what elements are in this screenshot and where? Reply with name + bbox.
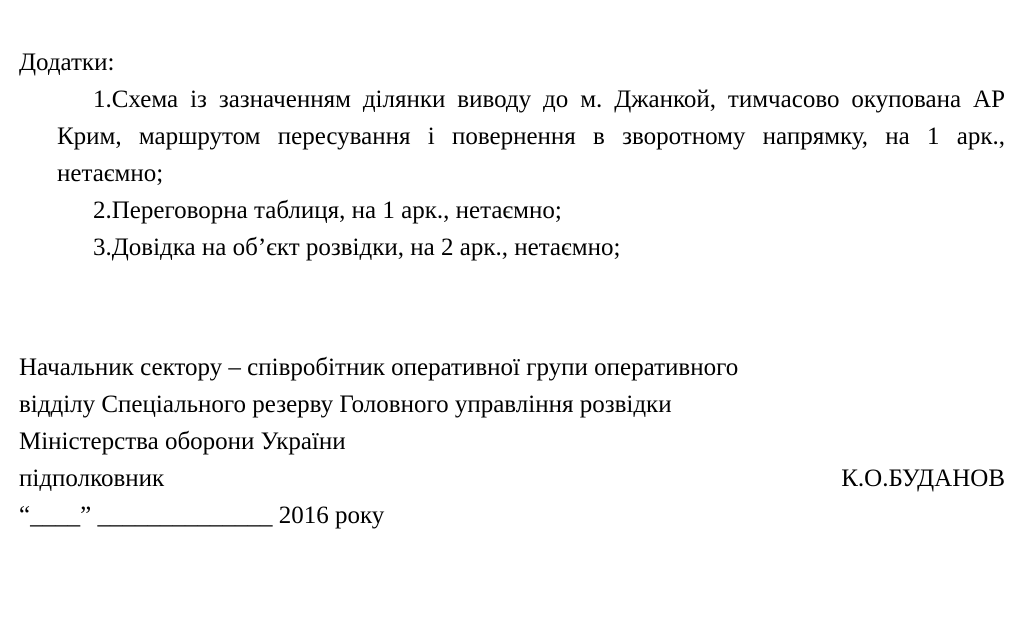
signatory-position-line: Начальник сектору – співробітник оперативної групи оперативного <box>19 354 739 381</box>
signatory-rank-name-row <box>19 460 1005 497</box>
attachment-item: 1.Схема із зазначенням ділянки виводу до м. Джанкой, тимчасово окупована АР Крим, маршрутом пересування і повернення в зворотному напрямку, на 1 арк., нетаємно; <box>57 86 1005 187</box>
signature-date-line: “____” ______________ 2016 року <box>19 502 385 529</box>
signatory-rank: підполковник <box>19 465 165 492</box>
signatory-position-line: Міністерства оборони України <box>19 428 346 455</box>
attachment-item: 3.Довідка на об’єкт розвідки, на 2 арк., нетаємно; <box>93 234 621 261</box>
attachments-heading: Додатки: <box>19 49 115 76</box>
signatory-name: К.О.БУДАНОВ <box>841 465 1005 492</box>
signature-block <box>19 349 1005 534</box>
attachments-list <box>57 81 1005 266</box>
signatory-position-line: відділу Спеціального резерву Головного управління розвідки <box>19 391 672 418</box>
attachment-item: 2.Переговорна таблиця, на 1 арк., нетаємно; <box>93 197 562 224</box>
